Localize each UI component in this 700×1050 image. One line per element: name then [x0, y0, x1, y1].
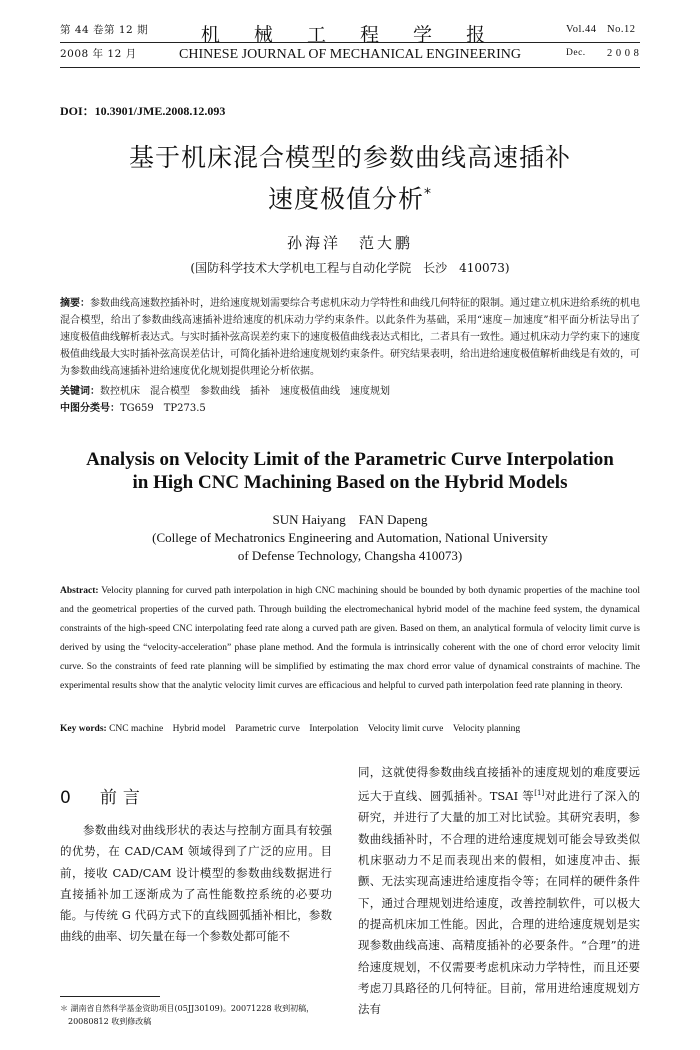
clc-label: 中图分类号： [60, 403, 120, 414]
footnote-line1: ＊ 湖南省自然科学基金资助项目(05JJ30109)。20071228 收到初稿， [60, 1004, 315, 1013]
title-cn-line2-text: 速度极值分析 [267, 184, 424, 214]
footnote-rule [60, 996, 160, 997]
keywords-cn-text: 数控机床 混合模型 参数曲线 插补 速度极值曲线 速度规划 [100, 386, 390, 397]
body-right-column [358, 762, 640, 1020]
body-left-column: 参数曲线对曲线形状的表达与控制方面具有较强的优势，在 CAD/CAM 领域得到了广泛的应用。目前，接收 CAD/CAM 设计模型的参数曲线数据进行直接插补加工逐渐成为了高性能数控系统的必要功能。与传统 G 代码方式下的直线圆弧插补相比，参数曲线的曲率、切矢量在每一个参数处都可能不 [60, 823, 332, 944]
affiliation-cn: (国防科学技术大学机电工程与自动化学院 长沙 410073) [190, 261, 510, 275]
date-cn: 2008 年 12 月 [60, 48, 137, 60]
issue-en: No.12 [607, 24, 636, 35]
abstract-en-text: Velocity planning for curved path interpolation in high CNC machining should be bounded by both dynamic properties of the machine tool and the geometrical properties of the curved path. Through building the electromechanical hybrid model of the machine feed system, the dynamical constraints of the high-speed CNC interpolating feed rate along a curved path are given. Based on them, an analytical formula of velocity limit curve is derived by using the “velocity-acceleration” phase plane method. And the formula is intrinsically coherent with the one of chord error velocity limit curve. So the constraints of feed rate planning will be simplified by estimating the max chord error value of dynamical constraints of machine. The experimental results show that the analytic velocity limit curves are efficacious and helpful to curved path interpolation feed rate planning in theory. [60, 586, 640, 691]
body-right-text-a: 同，这就使得参数曲线直接插补的速度规划的难度要远远大于直线、圆弧插补。TSAI 等 [358, 765, 640, 804]
keywords-cn-label: 关键词： [60, 386, 100, 397]
abstract-en-label: Abstract: [60, 586, 99, 596]
abstract-cn-label: 摘要： [60, 298, 90, 309]
citation-1: [1] [534, 789, 545, 798]
volume-en: Vol.44 [566, 24, 597, 35]
title-cn-line2 [0, 176, 700, 217]
keywords-en-text: CNC machine Hybrid model Parametric curve Interpolation Velocity limit curve Velocity planning [109, 724, 521, 734]
doi: DOI：10.3901/JME.2008.12.093 [60, 104, 226, 118]
title-cn-line1: 基于机床混合模型的参数曲线高速插补 [128, 143, 571, 172]
volume-issue-cn: 第 44 卷第 12 期 [60, 24, 149, 36]
keywords-en-label: Key words: [60, 724, 107, 734]
clc-text: TG659 TP273.5 [120, 403, 206, 414]
clc-number [60, 400, 640, 417]
title-en-line1: Analysis on Velocity Limit of the Parametric Curve Interpolation [86, 449, 614, 470]
year-en: 2 0 0 8 [607, 48, 640, 59]
affiliation-en-line1: (College of Mechatronics Engineering and Automation, National University [152, 530, 548, 545]
footnote [60, 1002, 360, 1028]
journal-name-en: CHINESE JOURNAL OF MECHANICAL ENGINEERING [179, 47, 521, 62]
title-footnote-mark: * [424, 186, 432, 202]
abstract-cn-text: 参数曲线高速数控插补时，进给速度规划需要综合考虑机床动力学特性和曲线几何特征的限制。通过建立机床进给系统的机电混合模型，给出了参数曲线高速插补进给速度的机床动力学约束条件。以此条件为基础，采用“速度－加速度”相平面分析法导出了速度极值曲线解析表达式。与实时插补弦高误差约束下的速度极值曲线表达式相比，二者具有一致性。通过机床动力学约束下的速度极值曲线最大实时插补弦高误差估计，可简化插补进给速度规划约束条件。研究结果表明，给出进给速度极值解析曲线是有效的，可为参数曲线高速插补进给速度优化规划提供理论分析依据。 [60, 298, 640, 377]
authors-cn: 孙海洋 范大鹏 [286, 234, 413, 252]
header-rule-thin [60, 42, 640, 43]
keywords-cn [60, 383, 640, 400]
abstract-en [60, 582, 640, 696]
affiliation-en-line2: of Defense Technology, Changsha 410073) [237, 548, 463, 563]
body-right-text-b: 对此进行了深入的研究，并进行了大量的加工对比试验。其研究表明，参数曲线插补时，不合理的进给速度规划可能会导致类似机床驱动力不足而表现出来的假相，如速度冲击、振颤、无法实现高速进给速度指令等；在同样的硬件条件下，通过合理规划进给速度，改善控制软件，可以极大的提高机床加工性能。因此，合理的进给速度规划是实现参数曲线高速、高精度插补的必要条件。“合理”的进给速度规划，不仅需要考虑机床动力学特性，而且还要考虑刀具路径的几何特征。目前，常用进给速度规划方法有 [358, 789, 641, 1017]
keywords-en [60, 720, 640, 739]
header-rule-bottom [60, 67, 640, 68]
month-en: Dec. [566, 48, 586, 58]
section-heading: 0 前言 [60, 788, 146, 808]
abstract-cn [60, 295, 640, 380]
authors-en: SUN Haiyang FAN Dapeng [272, 512, 428, 527]
journal-name-cn: 机 械 工 程 学 报 [200, 24, 500, 46]
footnote-line2: 20080812 收到修改稿 [68, 1017, 152, 1026]
title-en-line2: in High CNC Machining Based on the Hybrid Models [132, 472, 568, 493]
